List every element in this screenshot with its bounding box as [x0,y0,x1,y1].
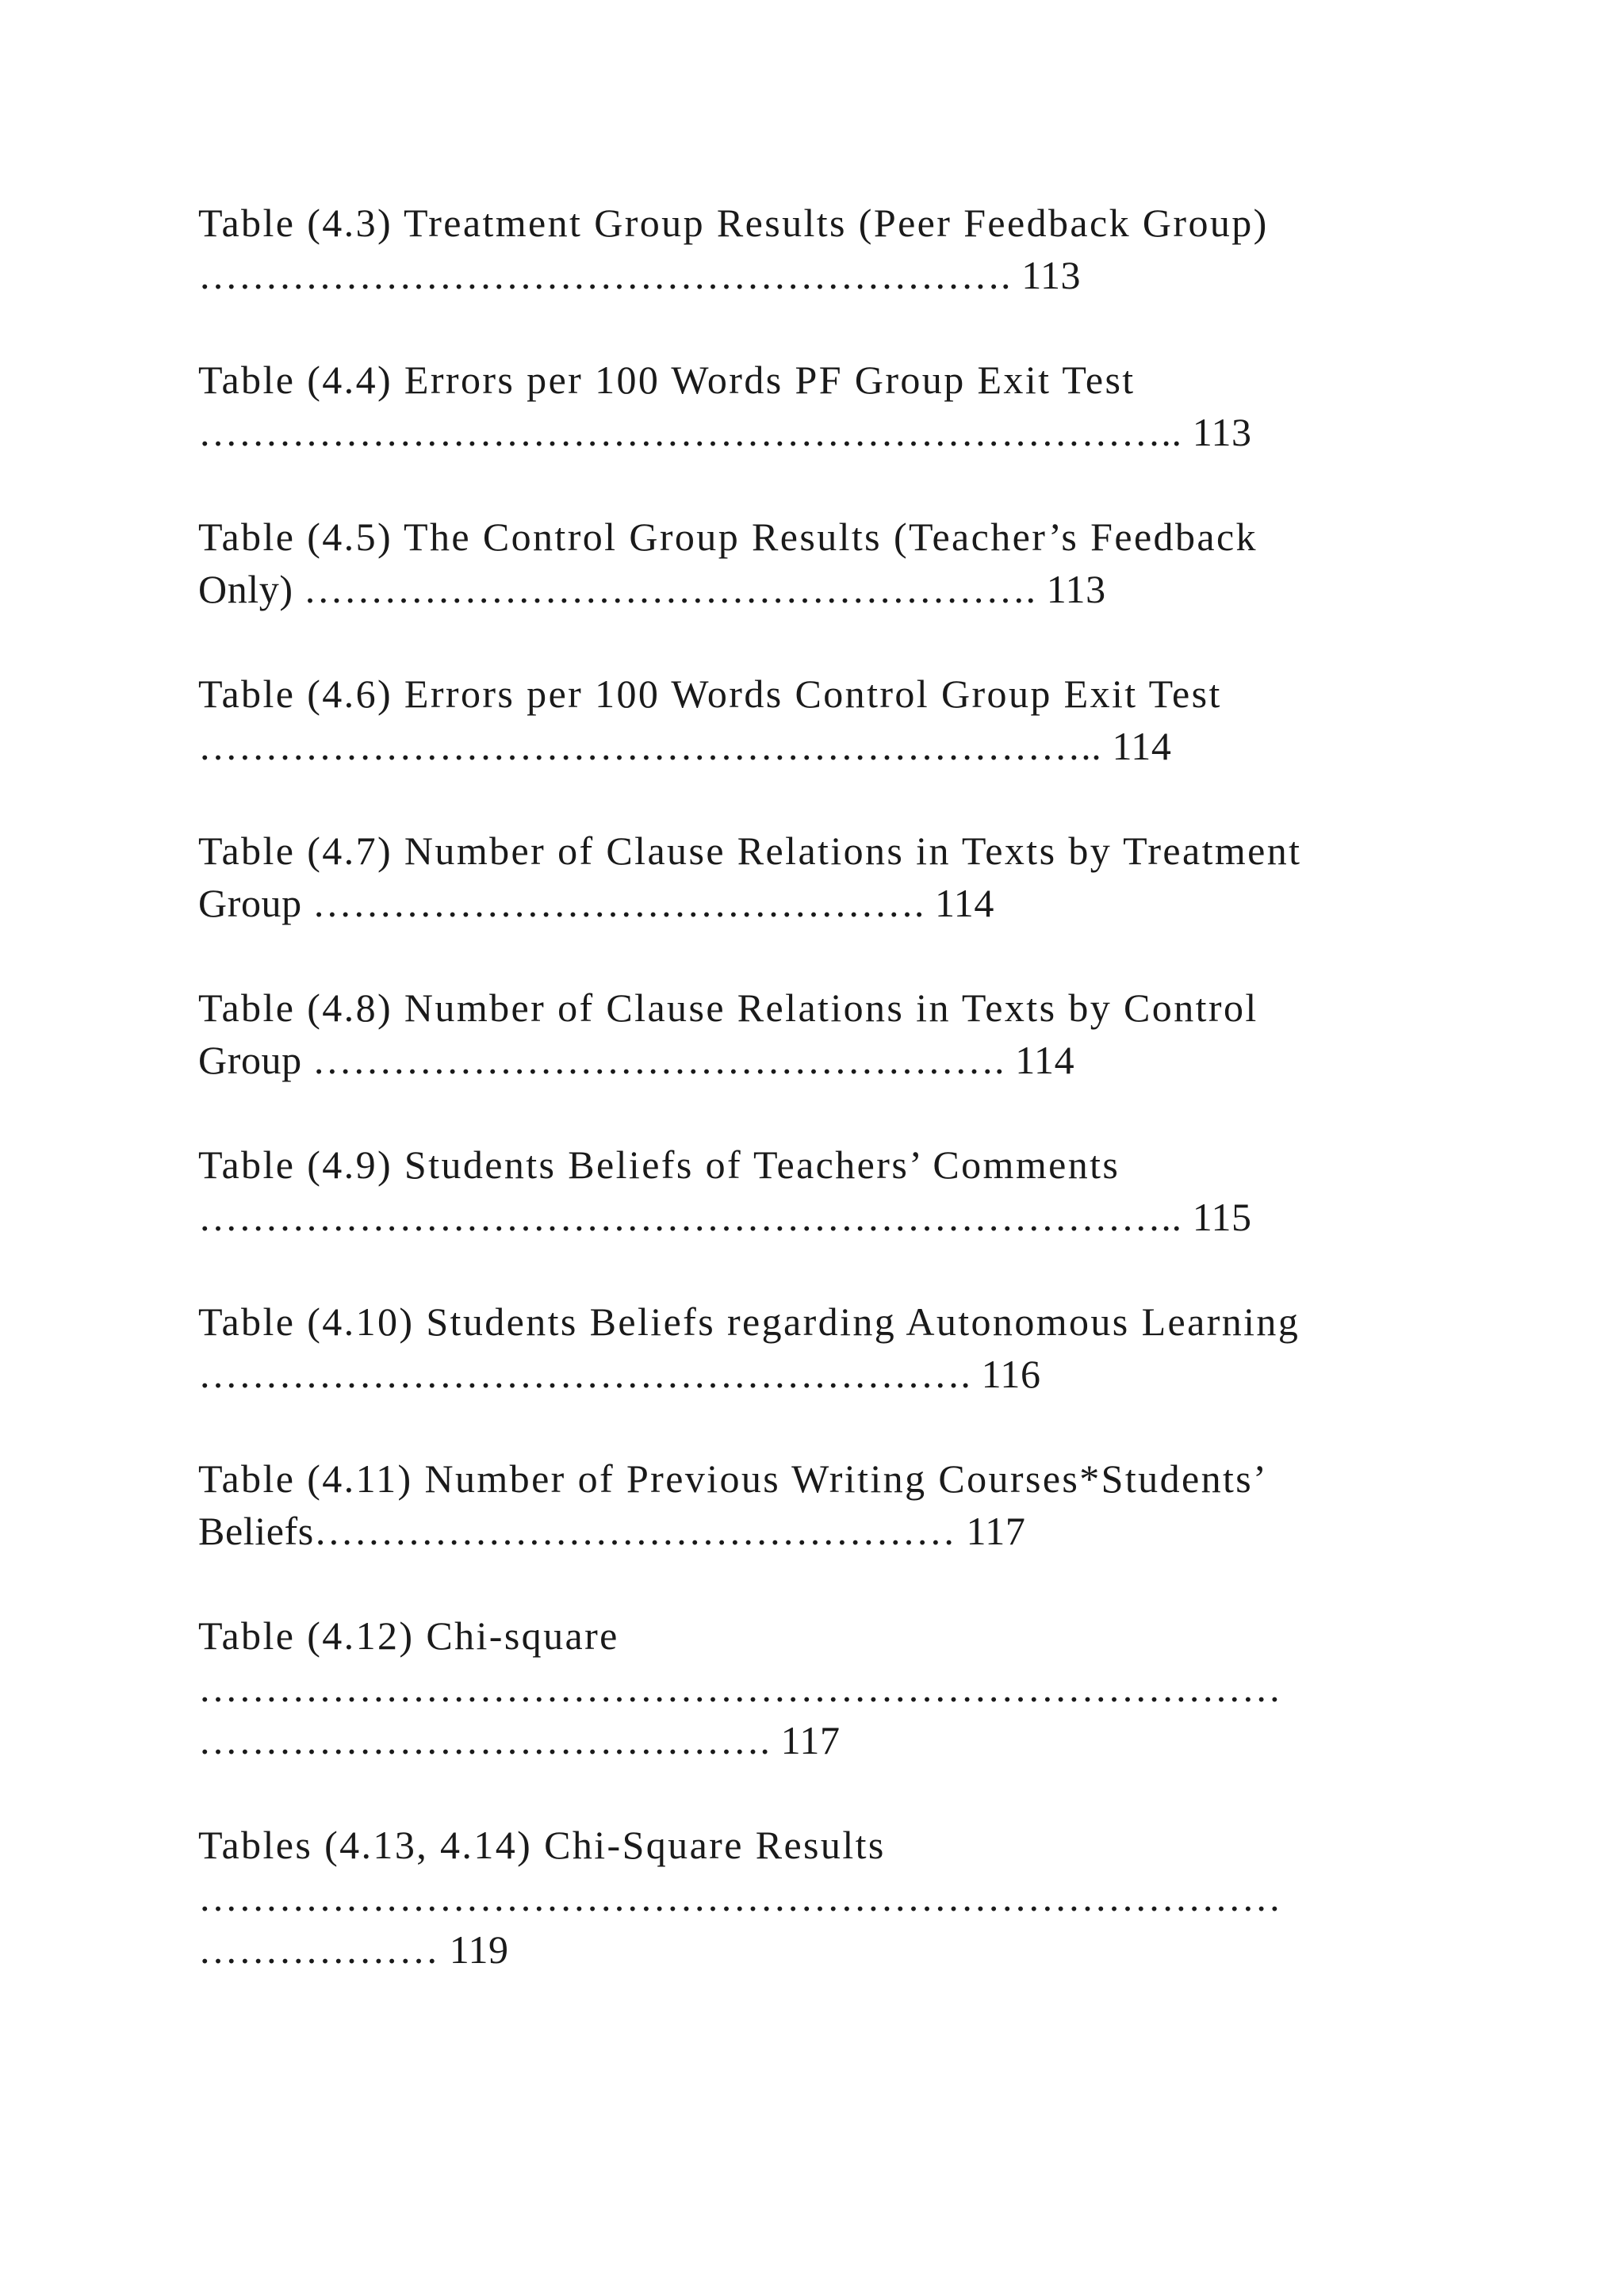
toc-entry-table-4-5 [198,511,1467,615]
toc-entry-leader-page: Beliefs………………………………………… 117 [198,1509,1026,1553]
toc-entry-leader-page: Only) ………………………………………………. 113 [198,567,1106,611]
toc-entry-title: Table (4.8) Number of Clause Relations in Texts by Control [198,985,1258,1030]
toc-entry-leader-page: ……………………………………………………………….. 115 [198,1195,1252,1239]
toc-entry-title: Table (4.11) Number of Previous Writing Courses*Students’ [198,1456,1269,1501]
toc-entry-table-4-4 [198,354,1467,458]
toc-entry-table-4-3 [198,197,1467,301]
toc-entry-leader-page: ……………………………………. 117 [198,1718,841,1762]
toc-entry-leader-page: Group ………………………………………. 114 [198,881,995,925]
toc-entry-table-4-11 [198,1452,1467,1557]
toc-entry-leader: ……………………………………………………………………… [198,1875,1282,1919]
toc-entry-title: Table (4.3) Treatment Group Results (Peer Feedback Group) [198,201,1269,245]
toc-entry-leader-page: Group ……………………………………………. 114 [198,1038,1075,1082]
toc-entry-tables-4-13-4-14 [198,1819,1467,1976]
toc-entry-title: Table (4.4) Errors per 100 Words PF Group Exit Test [198,358,1136,402]
toc-entry-leader-page: …………………………………………………. 116 [198,1352,1041,1396]
toc-entry-leader-page: ……………………………………………………………….. 113 [198,410,1252,454]
toc-entry-leader-page: ……………………………………………………. 113 [198,253,1082,297]
toc-entry-title: Table (4.9) Students Beliefs of Teachers’ Comments [198,1142,1120,1187]
toc-entry-table-4-10 [198,1295,1467,1400]
toc-entry-table-4-8 [198,982,1467,1086]
toc-entry-title: Table (4.7) Number of Clause Relations in Texts by Treatment [198,828,1302,873]
toc-entry-title: Table (4.6) Errors per 100 Words Control Group Exit Test [198,672,1222,716]
toc-entry-table-4-7 [198,825,1467,929]
toc-entry-title: Table (4.10) Students Beliefs regarding Autonomous Learning [198,1299,1300,1344]
toc-entry-title: Tables (4.13, 4.14) Chi-Square Results [198,1823,886,1867]
toc-entry-title: Table (4.5) The Control Group Results (Teacher’s Feedback [198,515,1258,559]
toc-entry-leader-page: ……………… 119 [198,1927,509,1972]
toc-entry-leader: ……………………………………………………………………… [198,1666,1282,1710]
toc-entry-title: Table (4.12) Chi-square [198,1613,619,1658]
toc-entry-table-4-9 [198,1138,1467,1243]
toc-entry-table-4-6 [198,668,1467,772]
toc-entry-table-4-12 [198,1609,1467,1766]
toc-entry-leader-page: ………………………………………………………….. 114 [198,724,1172,768]
